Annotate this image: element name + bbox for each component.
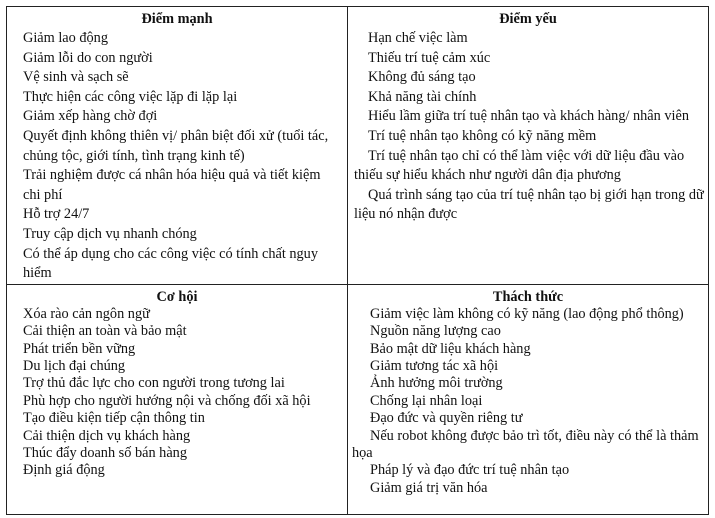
weakness-item: Khả năng tài chính — [368, 88, 477, 105]
weakness-item: Hạn chế việc làm — [368, 30, 468, 46]
strength-item: Trải nghiệm được cá nhân hóa hiệu quả và tiết kiệm chi phí — [23, 167, 321, 203]
opportunity-item: Tạo điều kiện tiếp cận thông tin — [23, 410, 205, 427]
weakness-item: Không đủ sáng tạo — [368, 69, 476, 86]
strength-item: Hỗ trợ 24/7 — [23, 206, 90, 223]
threat-item: Ảnh hưởng môi trường — [370, 375, 503, 392]
strength-item: Quyết định không thiên vị/ phân biệt đối xử (tuổi tác, chủng tộc, giới tính, tình trạng kinh tế) — [23, 127, 329, 164]
threats-title: Thách thức — [492, 288, 564, 305]
opportunity-item: Phù hợp cho người hướng nội và chống đối xã hội — [23, 392, 311, 409]
swot-table — [6, 6, 709, 515]
threat-item: Bảo mật dữ liệu khách hàng — [370, 340, 531, 357]
opportunity-item: Du lịch đại chúng — [23, 357, 126, 374]
threat-item: Đạo đức và quyền riêng tư — [370, 410, 523, 427]
weakness-item: Trí tuệ nhân tạo chỉ có thể làm việc với dữ liệu đầu vào thiếu sự hiểu khách như người dân địa phương — [354, 147, 685, 184]
weakness-item: Trí tuệ nhân tạo không có kỹ năng mềm — [368, 127, 597, 144]
opportunity-item: Trợ thủ đắc lực cho con người trong tương lai — [23, 375, 285, 392]
strength-item: Giảm lao động — [23, 30, 108, 46]
strengths-quadrant — [7, 7, 348, 285]
opportunity-item: Thúc đẩy doanh số bán hàng — [23, 444, 187, 461]
opportunity-item: Cải thiện an toàn và bảo mật — [23, 323, 187, 340]
weakness-item: Thiếu trí tuệ cảm xúc — [368, 49, 491, 66]
opportunities-list — [7, 306, 347, 480]
threat-item: Chống lại nhân loại — [370, 392, 483, 409]
opportunity-item: Định giá động — [23, 462, 105, 479]
threat-item: Giảm việc làm không có kỹ năng (lao động phổ thông) — [370, 305, 684, 322]
weaknesses-list — [348, 29, 708, 225]
weakness-item: Quá trình sáng tạo của trí tuệ nhân tạo bị giới hạn trong dữ liệu nó nhận được — [354, 186, 704, 223]
strength-item: Giảm lỗi do con người — [23, 49, 153, 66]
threats-list — [348, 306, 708, 497]
strength-item: Giảm xếp hàng chờ đợi — [23, 108, 158, 125]
threat-item: Giảm tương tác xã hội — [370, 357, 499, 374]
threat-item: Nguồn năng lượng cao — [370, 323, 501, 340]
strength-item: Truy cập dịch vụ nhanh chóng — [23, 225, 197, 242]
threat-item: Giảm giá trị văn hóa — [370, 479, 488, 496]
opportunity-item: Xóa rào cản ngôn ngữ — [23, 305, 150, 322]
weaknesses-quadrant — [348, 7, 709, 285]
strength-item: Vệ sinh và sạch sẽ — [23, 69, 129, 86]
threat-item: Nếu robot không được bảo trì tốt, điều này có thể là thảm họa — [352, 427, 699, 461]
opportunities-title: Cơ hội — [156, 288, 198, 305]
threat-item: Pháp lý và đạo đức trí tuệ nhân tạo — [370, 462, 570, 479]
opportunities-quadrant — [7, 284, 348, 514]
opportunity-item: Cải thiện dịch vụ khách hàng — [23, 427, 191, 444]
strengths-list — [7, 29, 347, 284]
strength-item: Thực hiện các công việc lặp đi lặp lại — [23, 88, 238, 105]
weaknesses-title: Điểm yếu — [499, 11, 557, 27]
weakness-item: Hiểu lầm giữa trí tuệ nhân tạo và khách hàng/ nhân viên — [368, 108, 689, 125]
strength-item: Có thể áp dụng cho các công việc có tính chất nguy hiểm — [23, 245, 318, 282]
threats-quadrant — [348, 284, 709, 514]
opportunity-item: Phát triển bền vững — [23, 340, 136, 357]
strengths-title: Điểm mạnh — [141, 11, 213, 27]
